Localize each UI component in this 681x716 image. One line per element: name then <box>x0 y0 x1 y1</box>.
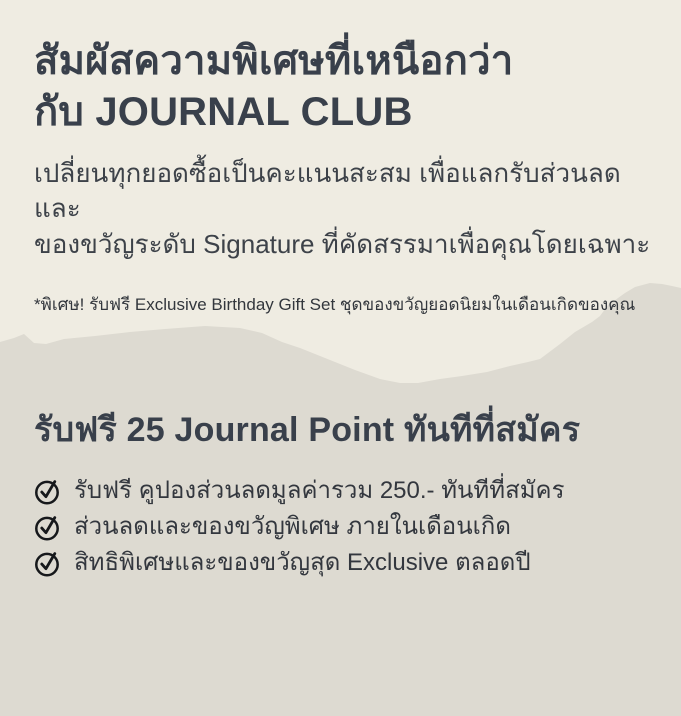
hero-section <box>34 0 653 316</box>
check-circle-icon <box>34 514 61 541</box>
hero-description-line2: ของขวัญระดับ Signature ที่คัดสรรมาเพื่อคุณโดยเฉพาะ <box>34 228 651 259</box>
benefit-item <box>34 514 657 541</box>
hero-title <box>34 36 653 138</box>
check-circle-icon <box>34 550 61 577</box>
hero-description <box>34 156 653 261</box>
benefit-item <box>34 550 657 577</box>
benefits-title: รับฟรี 25 Journal Point ทันทีที่สมัคร <box>34 411 581 449</box>
check-circle-icon <box>34 478 61 505</box>
hero-title-line2: กับ JOURNAL CLUB <box>34 90 413 135</box>
benefit-item-label: สิทธิพิเศษและของขวัญสุด Exclusive ตลอดปี <box>74 549 531 577</box>
benefits-section <box>34 408 657 586</box>
benefit-item <box>34 478 657 505</box>
hero-description-line1: เปลี่ยนทุกยอดซื้อเป็นคะแนนสะสม เพื่อแลกรับส่วนลดและ <box>34 158 621 224</box>
benefit-list <box>34 478 657 577</box>
benefit-item-label: ส่วนลดและของขวัญพิเศษ ภายในเดือนเกิด <box>74 513 511 541</box>
hero-title-line1: สัมผัสความพิเศษที่เหนือกว่า <box>34 39 514 83</box>
benefit-item-label: รับฟรี คูปองส่วนลดมูลค่ารวม 250.- ทันทีที่สมัคร <box>74 477 565 505</box>
birthday-gift-note: *พิเศษ! รับฟรี Exclusive Birthday Gift Set ชุดของขวัญยอดนิยมในเดือนเกิดของคุณ <box>34 294 636 314</box>
